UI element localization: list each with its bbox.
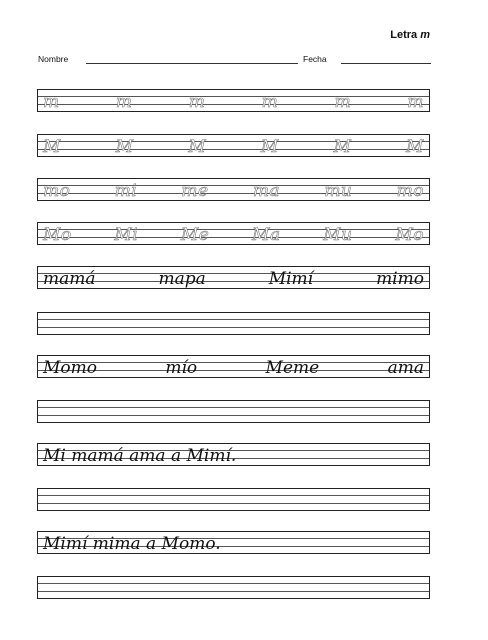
model-word: Meme [265,358,320,378]
guide-line [37,334,430,335]
date-label: Fecha [303,54,327,64]
practice-row[interactable] [37,312,430,335]
row-border [429,443,430,466]
model-word: Mimí mima a Momo. [43,534,221,554]
row-words [43,175,424,201]
model-word: mimo [376,269,424,289]
tracing-word: mi [114,181,138,201]
practice-row[interactable] [37,266,430,289]
tracing-word: M [188,137,207,157]
row-border [37,222,38,245]
guide-line [37,422,430,423]
row-border [37,576,38,599]
row-words [43,263,424,289]
practice-row[interactable] [37,89,430,112]
row-border [37,89,38,112]
practice-row[interactable] [37,443,430,466]
title-prefix: Letra [390,29,418,41]
worksheet-title [390,29,430,41]
guide-line [37,488,430,489]
row-border [37,400,38,423]
tracing-word: Ma [252,225,281,245]
row-border [429,178,430,201]
row-border [429,222,430,245]
tracing-word: M [260,137,279,157]
row-border [429,576,430,599]
title-letter: m [420,29,430,41]
practice-row[interactable] [37,355,430,378]
guide-line [37,510,430,511]
tracing-word: M [406,137,424,157]
row-words [43,86,424,112]
row-words [43,440,424,466]
student-info-row [38,51,431,67]
model-word: Mimí [268,269,314,289]
guide-line [37,591,430,592]
guide-line [37,400,430,401]
row-border [37,312,38,335]
model-word: ama [387,358,424,378]
tracing-word: M [43,137,61,157]
date-field[interactable] [341,63,431,64]
row-border [37,443,38,466]
row-border [429,488,430,511]
row-border [37,355,38,378]
tracing-word: M [115,137,134,157]
row-border [429,266,430,289]
tracing-word: Me [180,225,210,245]
model-word: Mi mamá ama a Mimí. [43,446,237,466]
guide-line [37,312,430,313]
tracing-word: Mo [43,225,72,245]
tracing-word: Mi [114,225,139,245]
model-word: mío [165,358,198,378]
model-word: Momo [43,358,97,378]
guide-line [37,503,430,504]
practice-row[interactable] [37,134,430,157]
name-field[interactable] [86,63,298,64]
row-border [429,400,430,423]
guide-line [37,495,430,496]
guide-line [37,407,430,408]
practice-row[interactable] [37,531,430,554]
tracing-word: mo [396,181,424,201]
tracing-word: m [407,92,424,112]
tracing-word: m [43,92,60,112]
row-border [429,312,430,335]
row-border [37,488,38,511]
name-label: Nombre [38,54,69,64]
practice-row[interactable] [37,576,430,599]
row-border [429,531,430,554]
model-word: mamá [43,269,96,289]
tracing-word: m [115,92,133,112]
tracing-word: Mo [395,225,424,245]
row-words [43,352,424,378]
tracing-word: me [181,181,209,201]
row-border [37,178,38,201]
row-border [429,134,430,157]
tracing-word: m [334,92,352,112]
model-word: mapa [158,269,206,289]
row-border [37,134,38,157]
tracing-word: Mu [323,225,353,245]
practice-row[interactable] [37,488,430,511]
guide-line [37,576,430,577]
tracing-word: mo [43,181,71,201]
row-words [43,219,424,245]
row-words [43,131,424,157]
tracing-word: m [188,92,206,112]
guide-line [37,415,430,416]
guide-line [37,583,430,584]
row-border [37,266,38,289]
guide-line [37,598,430,599]
guide-line [37,327,430,328]
row-words [43,528,424,554]
row-border [429,355,430,378]
practice-row[interactable] [37,400,430,423]
tracing-word: ma [252,181,281,201]
row-border [429,89,430,112]
tracing-word: mu [324,181,353,201]
practice-row[interactable] [37,178,430,201]
row-border [37,531,38,554]
practice-row[interactable] [37,222,430,245]
tracing-word: m [261,92,279,112]
tracing-word: M [333,137,352,157]
guide-line [37,319,430,320]
